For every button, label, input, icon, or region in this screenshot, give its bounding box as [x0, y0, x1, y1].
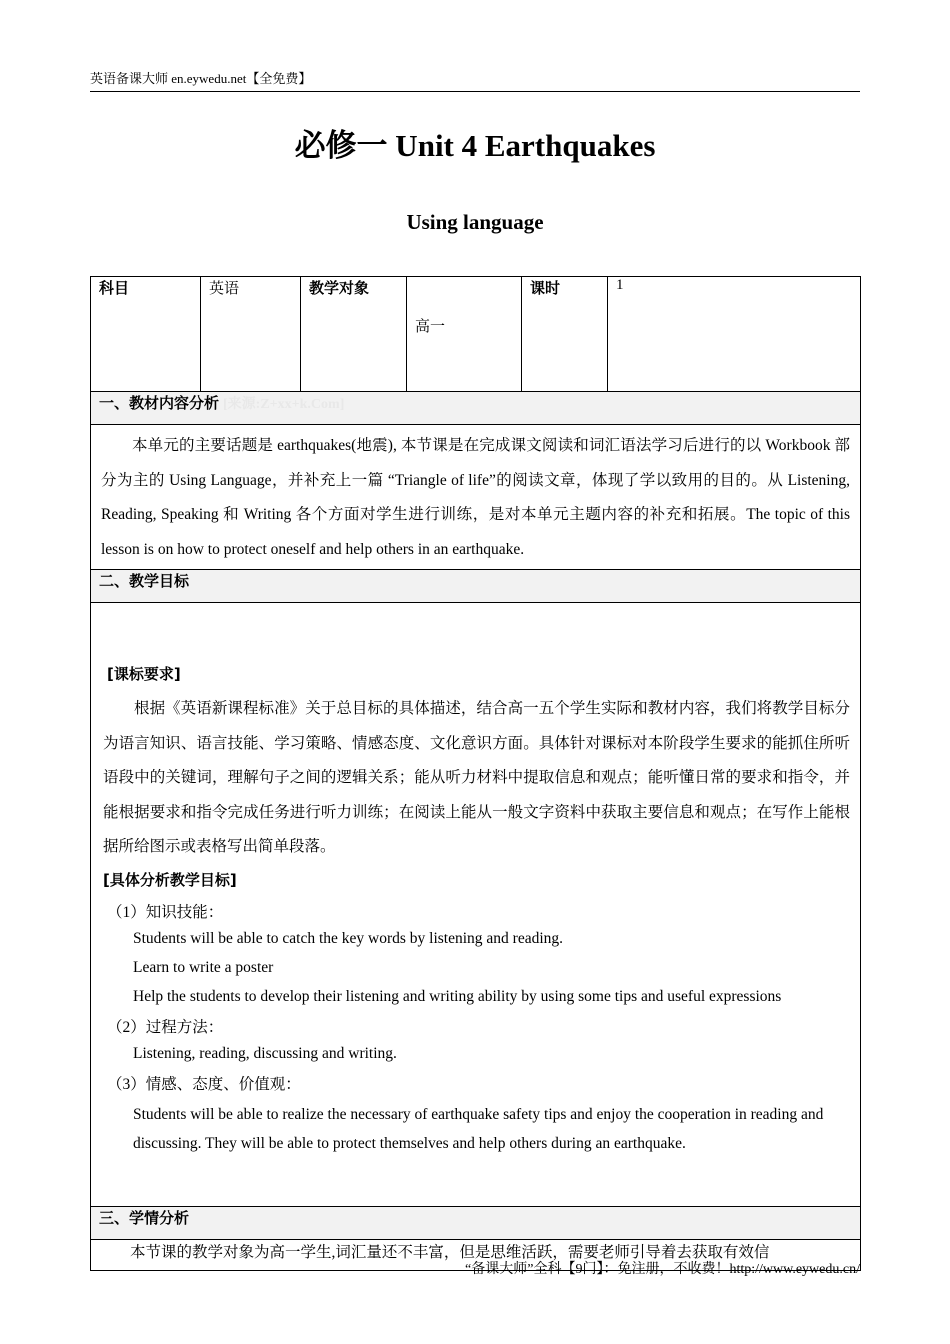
section1-heading — [91, 392, 861, 425]
watermark-text: [来源:Z+xx+k.Com] — [223, 397, 345, 412]
period-value: 1 — [608, 277, 861, 392]
process-label: （2）过程方法： — [107, 1018, 224, 1036]
section2-content-row — [91, 603, 861, 1207]
section2-heading-row — [91, 570, 861, 603]
section1-heading-row — [91, 392, 861, 425]
section3-heading: 三、学情分析 — [91, 1206, 861, 1239]
specific-goals-label: [具体分析教学目标] — [103, 870, 237, 889]
knowledge-label: （1）知识技能： — [107, 903, 224, 921]
knowledge-item: Students will be able to catch the key words by listening and reading. — [133, 929, 564, 947]
period-label: 课时 — [522, 277, 608, 392]
knowledge-item: Learn to write a poster — [133, 958, 274, 976]
curriculum-text: 根据《英语新课程标准》关于总目标的具体描述，结合高一五个学生实际和教材内容，我们将教学目标分为语言知识、语言技能、学习策略、情感态度、文化意识方面。具体针对课标对本阶段学生要求的能抓住所听语段中的关键词，理解句子之间的逻辑关系；能从听力材料中提取信息和观点；能听懂日常的要求和指令，并能根据要求和指令完成任务进行听力训练；在阅读上能从一般文字资料中获取主要信息和观点；在写作上能根据所给图示或表格写出简单段落。 — [103, 700, 850, 855]
section1-heading-text: 一、教材内容分析 — [99, 394, 220, 412]
process-item: Listening, reading, discussing and writing. — [133, 1044, 397, 1062]
page-subtitle: Using language — [406, 210, 544, 234]
section1-text: 本单元的主要话题是 earthquakes(地震), 本节课是在完成课文阅读和词汇语法学习后进行的以 Workbook 部分为主的 Using Language，并补充上一篇 “Triangle of life”的阅读文章，体现了学以致用的目的。从 Listening, Reading, Speaking 和 Writing 各个方面对学生进行训练，是对本单元主题内容的补充和拓展。The topic of this lesson is on how to protect oneself and help others in an earthquake. — [101, 437, 850, 558]
page-title: 必修一 Unit 4 Earthquakes — [294, 128, 656, 163]
emotion-label: （3）情感、态度、价值观： — [107, 1075, 301, 1093]
section2-content — [91, 603, 861, 1207]
section1-content — [91, 425, 861, 570]
info-row — [91, 277, 861, 392]
knowledge-item: Help the students to develop their listening and writing ability by using some tips and useful expressions — [133, 987, 782, 1005]
audience-value: 高一 — [407, 277, 522, 392]
lesson-plan-table — [90, 276, 861, 1271]
section3-text: 本节课的教学对象为高一学生,词汇量还不丰富，但是思维活跃，需要老师引导着去获取有效信 — [130, 1243, 770, 1261]
subject-value: 英语 — [201, 277, 301, 392]
page-header: 英语备课大师 en.eywedu.net【全免费】 — [90, 68, 860, 92]
section1-content-row — [91, 425, 861, 570]
emotion-item: Students will be able to realize the necessary of earthquake safety tips and enjoy the cooperation in reading and discussing. They will be able to protect themselves and help others during an earthquake. — [133, 1105, 824, 1152]
page-footer: “备课大师”全科【9门】：免注册，不收费！http://www.eywedu.cn/ — [465, 1262, 860, 1277]
curriculum-label: [课标要求] — [107, 665, 181, 683]
section2-heading: 二、教学目标 — [91, 570, 861, 603]
audience-label: 教学对象 — [301, 277, 407, 392]
subject-label: 科目 — [91, 277, 201, 392]
section3-heading-row — [91, 1206, 861, 1239]
